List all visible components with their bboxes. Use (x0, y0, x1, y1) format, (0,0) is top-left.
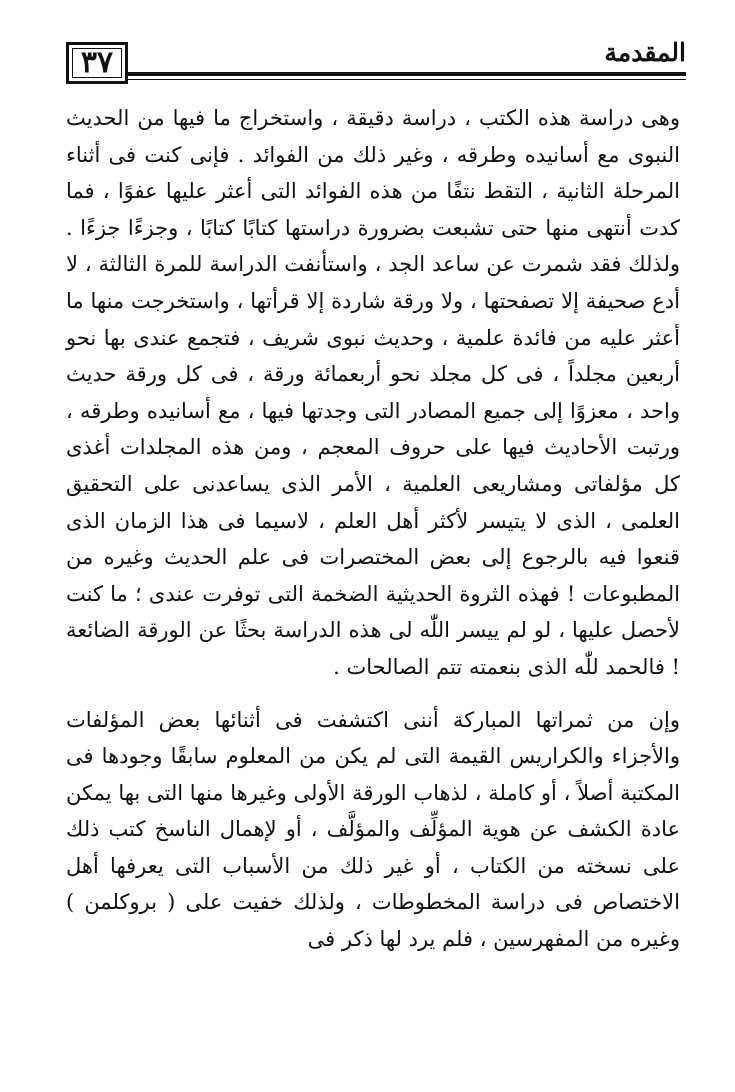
page-header (66, 38, 686, 88)
body-text (66, 100, 680, 958)
page-number: ٣٧ (66, 42, 128, 84)
paragraph-1: وهى دراسة هذه الكتب ، دراسة دقيقة ، واستخراج ما فيها من الحديث النبوى مع أسانيده وطرقه ، وغير ذلك من الفوائد . فإنى كنت فى أثناء المرحلة الثانية ، التقط نتفًا من هذه الفوائد التى أعثر عليها عفوًا ، فما كدت أنتهى منها حتى تشبعت بضرورة دراستها كتابًا كتابًا ، وجزءًا جزءًا . ولذلك فقد شمرت عن ساعد الجد ، واستأنفت الدراسة للمرة الثالثة ، لا أدع صحيفة إلا تصفحتها ، ولا ورقة شاردة إلا قرأتها ، واستخرجت منها ما أعثر عليه من فائدة علمية ، وحديث نبوى شريف ، فتجمع عندى بها نحو أربعين مجلداً ، فى كل مجلد نحو أربعمائة ورقة ، فى كل ورقة حديث واحد ، معزوًا إلى جميع المصادر التى وجدتها فيها ، مع أسانيده وطرقه ، ورتبت الأحاديث فيها على حروف المعجم ، ومن هذه المجلدات أغذى كل مؤلفاتى ومشاريعى العلمية ، الأمر الذى يساعدنى على التحقيق العلمى ، الذى لا يتيسر لأكثر أهل العلم ، لاسيما فى هذا الزمان الذى قنعوا فيه بالرجوع إلى بعض المختصرات فى علم الحديث وغيره من المطبوعات ! فهذه الثروة الحديثية الضخمة التى توفرت عندى ؛ ما كنت لأحصل عليها ، لو لم ييسر اللّٰه لى هذه الدراسة بحثًا عن الورقة الضائعة ! فالحمد للّٰه الذى بنعمته تتم الصالحات . (66, 106, 680, 679)
header-rule (128, 72, 686, 76)
chapter-title: المقدمة (598, 38, 686, 68)
header-rule-thin (128, 79, 686, 80)
paragraph-2: وإن من ثمراتها المباركة أننى اكتشفت فى أثنائها بعض المؤلفات والأجزاء والكراريس القيمة التى لم يكن من المعلوم سابقًا وجودها فى المكتبة أصلاً ، أو كاملة ، لذهاب الورقة الأولى وغيرها منها التى بها يمكن عادة الكشف عن هوية المؤلِّف والمؤلَّف ، أو لإهمال الناسخ كتب ذلك على نسخته من الكتاب ، أو غير ذلك من الأسباب التى يعرفها أهل الاختصاص فى دراسة المخطوطات ، ولذلك خفيت على ( بروكلمن ) وغيره من المفهرسين ، فلم يرد لها ذكر فى (66, 707, 680, 952)
